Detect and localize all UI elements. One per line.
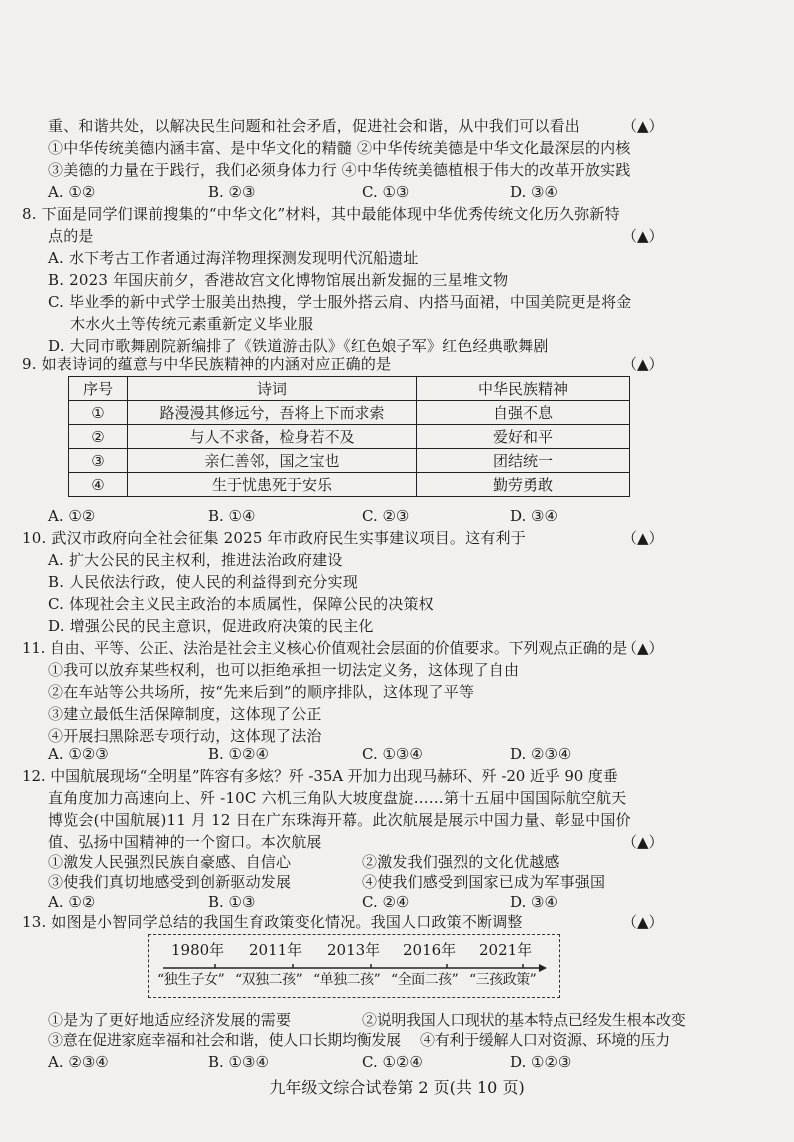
- q8-option-a: A. 水下考古工作者通过海洋物理探测发现明代沉船遗址: [48, 249, 419, 267]
- answer-mark: （▲）: [622, 833, 664, 851]
- q10-option-a: A. 扩大公民的民主权利，推进法治政府建设: [48, 551, 343, 569]
- q8-option-d: D. 大同市歌舞剧院新编排了《铁道游击队》《红色娘子军》红色经典歌舞剧: [48, 337, 549, 355]
- q11-option-b: B. ①②④: [208, 745, 269, 763]
- timeline-year: 2016年: [403, 941, 457, 959]
- q12-stem-cont: 值、弘扬中国精神的一个窗口。本次航展: [48, 833, 322, 851]
- q12-option-d: D. ③④: [510, 893, 558, 911]
- table-cell: 爱好和平: [417, 425, 630, 449]
- q11-item: ③建立最低生活保障制度，这体现了公正: [48, 705, 322, 723]
- table-cell: ①: [69, 401, 128, 425]
- answer-mark: （▲）: [622, 227, 664, 245]
- table-row: [69, 425, 630, 449]
- q13-option-a: A. ②③④: [48, 1053, 109, 1071]
- q7-option-b: B. ②③: [208, 183, 256, 201]
- q12-option-a: A. ①②: [48, 893, 96, 911]
- q9-option-b: B. ①④: [208, 507, 256, 525]
- table-header: 序号: [69, 377, 128, 401]
- table-cell: 与人不求备，检身若不及: [128, 425, 417, 449]
- timeline-policy: “全面二孩”: [391, 972, 459, 988]
- timeline-year: 2021年: [479, 941, 533, 959]
- q7-item-line: ③美德的力量在于践行，我们必须身体力行 ④中华传统美德植根于伟大的改革开放实践: [48, 161, 631, 179]
- answer-mark: （▲）: [622, 355, 664, 373]
- policy-timeline: [148, 934, 560, 998]
- q10-option-c: C. 体现社会主义民主政治的本质属性，保障公民的决策权: [48, 595, 434, 613]
- table-cell: ③: [69, 449, 128, 473]
- table-cell: 生于忧患死于安乐: [128, 473, 417, 497]
- table-row: [69, 449, 630, 473]
- q7-option-c: C. ①③: [362, 183, 410, 201]
- q13-stem: 13. 如图是小智同学总结的我国生育政策变化情况。我国人口政策不断调整: [22, 913, 523, 931]
- q9-stem: 9. 如表诗词的蕴意与中华民族精神的内涵对应正确的是: [22, 355, 392, 373]
- q13-item: ②说明我国人口现状的基本特点已经发生根本改变: [362, 1011, 686, 1029]
- timeline-year: 2011年: [249, 941, 303, 959]
- q13-item: ①是为了更好地适应经济发展的需要: [48, 1011, 292, 1029]
- timeline-year: 2013年: [327, 941, 381, 959]
- table-cell: 路漫漫其修远兮，吾将上下而求索: [128, 401, 417, 425]
- q7-option-d: D. ③④: [510, 183, 558, 201]
- q11-item: ①我可以放弃某些权利，也可以拒绝承担一切法定义务，这体现了自由: [48, 661, 520, 679]
- q9-option-d: D. ③④: [510, 507, 558, 525]
- timeline-policy: “单独二孩”: [313, 972, 381, 988]
- q11-option-c: C. ①③④: [362, 745, 423, 763]
- q9-option-c: C. ②③: [362, 507, 410, 525]
- q8-option-b: B. 2023 年国庆前夕，香港故宫文化博物馆展出新发掘的三星堆文物: [48, 271, 509, 289]
- q11-stem: 11. 自由、平等、公正、法治是社会主义核心价值观社会层面的价值要求。下列观点正确的是: [22, 639, 628, 657]
- table-cell: ④: [69, 473, 128, 497]
- q8-stem: 8. 下面是同学们课前搜集的“中华文化”材料，其中最能体现中华优秀传统文化历久弥新特: [22, 205, 620, 223]
- table-cell: 亲仁善邻，国之宝也: [128, 449, 417, 473]
- q10-option-b: B. 人民依法行政，使人民的利益得到充分实现: [48, 573, 358, 591]
- q10-option-d: D. 增强公民的民主意识，促进政府决策的民主化: [48, 617, 374, 635]
- table-header: 中华民族精神: [417, 377, 630, 401]
- table-cell: 自强不息: [417, 401, 630, 425]
- timeline-year: 1980年: [171, 941, 225, 959]
- q12-item: ①激发人民强烈民族自豪感、自信心: [48, 853, 292, 871]
- table-row: [69, 473, 630, 497]
- answer-mark: （▲）: [622, 117, 664, 135]
- q11-item: ④开展扫黑除恶专项行动，这体现了法治: [48, 727, 322, 745]
- table-row: [69, 401, 630, 425]
- q13-item: ③意在促进家庭幸福和社会和谐，使人口长期均衡发展: [48, 1031, 401, 1049]
- q13-option-b: B. ①③④: [208, 1053, 269, 1071]
- q12-stem-cont: 博览会(中国航展)11 月 12 日在广东珠海开幕。此次航展是展示中国力量、彰显中国价: [48, 811, 631, 829]
- q8-option-c: C. 毕业季的新中式学士服美出热搜，学士服外搭云肩、内搭马面裙，中国美院更是将金: [48, 293, 632, 311]
- answer-mark: （▲）: [622, 913, 664, 931]
- q13-option-d: D. ①②③: [510, 1053, 572, 1071]
- timeline-policy: “双独二孩”: [235, 972, 303, 988]
- table-cell: ②: [69, 425, 128, 449]
- table-header-row: [69, 377, 630, 401]
- q12-stem-cont: 直角度加力高速向上、歼 -10C 六机三角队大坡度盘旋……第十五届中国国际航空航天: [48, 789, 627, 807]
- q11-option-d: D. ②③④: [510, 745, 572, 763]
- q12-item: ④使我们感受到国家已成为军事强国: [362, 873, 606, 891]
- q9-table: [68, 376, 630, 497]
- timeline-policy: “三孩政策”: [469, 972, 537, 988]
- table-cell: 勤劳勇敢: [417, 473, 630, 497]
- q11-item: ②在车站等公共场所，按“先来后到”的顺序排队，这体现了平等: [48, 683, 475, 701]
- table-cell: 团结统一: [417, 449, 630, 473]
- q7-option-a: A. ①②: [48, 183, 96, 201]
- q12-item: ②激发我们强烈的文化优越感: [362, 853, 560, 871]
- q11-option-a: A. ①②③: [48, 745, 109, 763]
- q12-option-b: B. ①③: [208, 893, 256, 911]
- q12-item: ③使我们真切地感受到创新驱动发展: [48, 873, 292, 891]
- q7-stem-cont: 重、和谐共处，以解决民生问题和社会矛盾，促进社会和谐，从中我们可以看出: [48, 117, 581, 135]
- page-footer: 九年级文综合试卷第 2 页(共 10 页): [269, 1078, 525, 1097]
- q7-item-line: ①中华传统美德内涵丰富、是中华文化的精髓 ②中华传统美德是中华文化最深层的内核: [48, 139, 631, 157]
- q12-stem: 12. 中国航展现场“全明星”阵容有多炫？歼 -35A 开加力出现马赫环、歼 -20 近乎 90 度垂: [22, 767, 618, 785]
- q13-item: ④有利于缓解人口对资源、环境的压力: [420, 1031, 670, 1049]
- q8-stem-cont: 点的是: [48, 227, 94, 245]
- timeline-policy: “独生子女”: [157, 972, 225, 988]
- answer-mark: （▲）: [622, 529, 664, 547]
- q9-option-a: A. ①②: [48, 507, 96, 525]
- q10-stem: 10. 武汉市政府向全社会征集 2025 年市政府民生实事建议项目。这有利于: [22, 529, 526, 547]
- q12-option-c: C. ②④: [362, 893, 410, 911]
- table-header: 诗词: [128, 377, 417, 401]
- q13-option-c: C. ①②④: [362, 1053, 423, 1071]
- answer-mark: （▲）: [622, 639, 664, 657]
- q8-option-c-cont: 木水火土等传统元素重新定义毕业服: [70, 315, 314, 333]
